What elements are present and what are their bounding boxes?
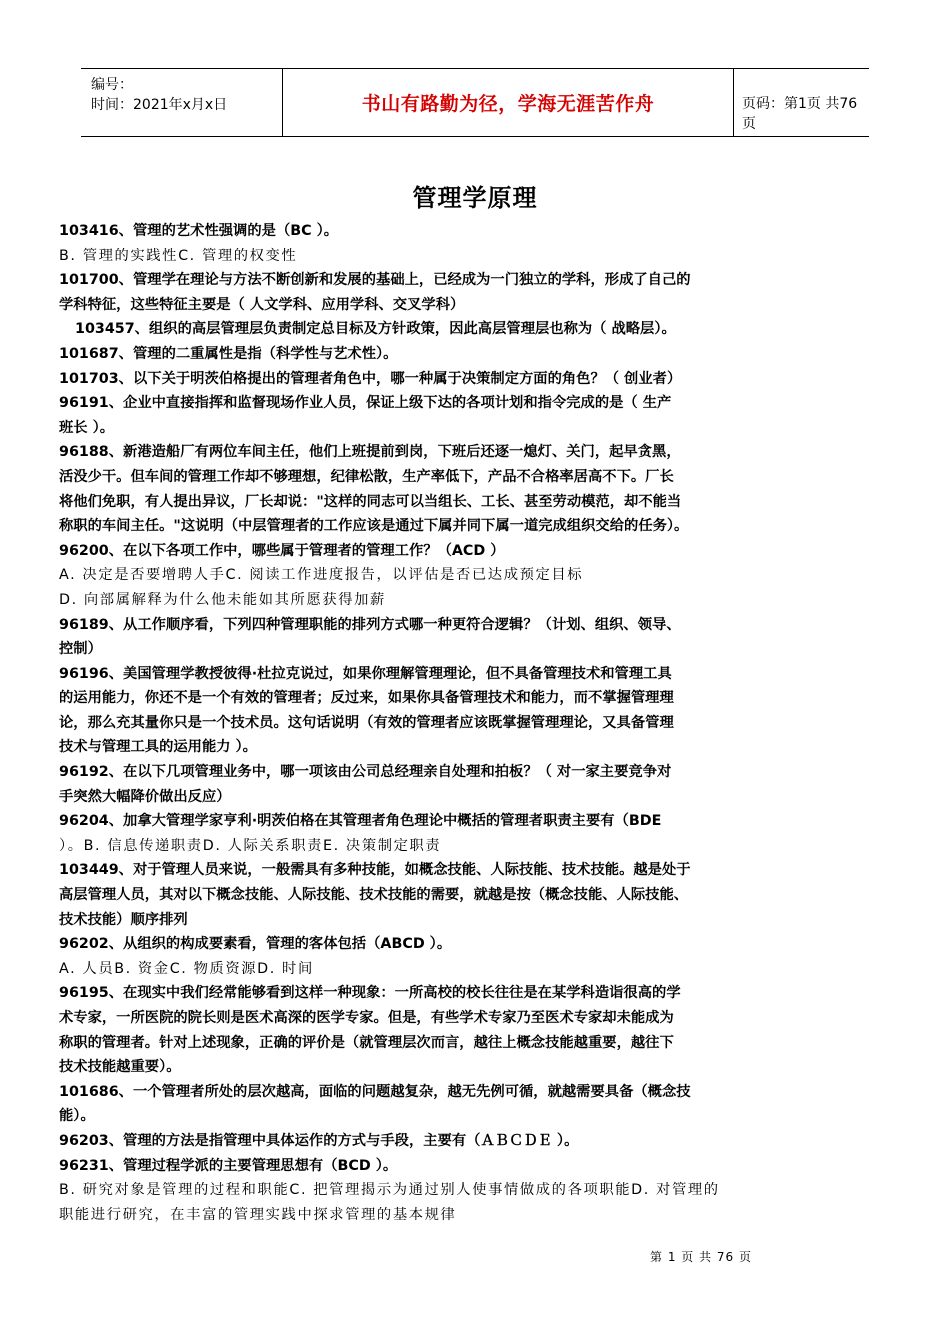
question-line: 活没少干。但车间的管理工作却不够理想，纪律松散，生产率低下，产品不合格率居高不下。厂长	[59, 468, 674, 485]
question-line: 术专家，一所医院的院长则是医术高深的医学专家。但是，有些学术专家乃至医术专家却未能成为	[59, 1010, 674, 1026]
question-line: 96204、加拿大管理学家亨利·明茨伯格在其管理者角色理论中概括的管理者职责主要有（BDE	[59, 813, 662, 830]
document-title: 管理学原理	[412, 184, 538, 212]
question-line: 96189、从工作顺序看，下列四种管理职能的排列方式哪一种更符合逻辑？（计划、组织、领导、	[59, 616, 681, 633]
page-footer: 第 1 页 共 76 页	[650, 1250, 752, 1264]
question-line: 论，那么充其量你只是一个技术员。这句话说明（有效的管理者应该既掌握管理理论，又具备管理	[59, 714, 674, 731]
question-line: 称职的管理者。针对上述现象，正确的评价是（就管理层次而言，越往上概念技能越重要，越往下	[59, 1034, 674, 1051]
answer-option-line: ）。B. 信息传递职责D. 人际关系职责E. 决策制定职责	[59, 837, 442, 854]
question-line: 101703、以下关于明茨伯格提出的管理者角色中，哪一种属于决策制定方面的角色？（ 创业者）	[59, 370, 682, 387]
question-line: 103449、对于管理人员来说，一般需具有多种技能，如概念技能、人际技能、技术技能。越是处于	[59, 862, 691, 879]
question-line: 技术技能越重要）。	[59, 1059, 181, 1076]
header-page-info: 页码：第1页 共76页	[742, 96, 858, 132]
question-line: 能）。	[59, 1108, 95, 1125]
question-line: 将他们免职，有人提出异议，厂长却说："这样的同志可以当组长、工长、甚至劳动模范，却不能当	[59, 493, 682, 510]
answer-option-line: A. 人员B. 资金C. 物质资源D. 时间	[59, 960, 314, 977]
answer-option-line: B. 管理的实践性C. 管理的权变性	[59, 247, 298, 264]
question-line: 96195、在现实中我们经常能够看到这样一种现象：一所高校的校长往往是在某学科造诣很高的学	[59, 985, 681, 1002]
question-line: 技术与管理工具的运用能力 ）。	[59, 739, 257, 756]
question-line: 103457、组织的高层管理层负责制定总目标及方针政策，因此高层管理层也称为（ 战略层）。	[75, 321, 676, 338]
question-line: 高层管理人员，其对以下概念技能、人际技能、技术技能的需要，就越是按（概念技能、人际技能、	[59, 887, 689, 904]
answer-option-line: A. 决定是否要增聘人手C. 阅读工作进度报告，以评估是否已达成预定目标	[59, 567, 584, 584]
question-line: 的运用能力，你还不是一个有效的管理者；反过来，如果你具备管理技术和能力，而不掌握管理理	[59, 690, 674, 707]
document-number-label: 编号：	[91, 77, 133, 93]
question-line: 103416、管理的艺术性强调的是（BC ）。	[59, 223, 339, 239]
question-line: 技术技能）顺序排列	[59, 911, 188, 928]
question-line: 101686、一个管理者所处的层次越高，面临的问题越复杂，越无先例可循，就越需要具备（概念技	[59, 1083, 691, 1100]
question-line: 96192、在以下几项管理业务中，哪一项该由公司总经理亲自处理和拍板？（ 对一家主要竞争对	[59, 764, 672, 781]
question-line: 96202、从组织的构成要素看，管理的客体包括（ABCD ）。	[59, 936, 452, 953]
header-meta	[91, 75, 227, 115]
question-line: 班长 ）。	[59, 419, 115, 436]
document-time-label: 时间：2021年x月x日	[91, 97, 228, 113]
answer-option-line: D. 向部属解释为什么他未能如其所愿获得加薪	[59, 591, 386, 608]
question-line: 96203、管理的方法是指管理中具体运作的方式与手段，主要有（ＡＢＣＤＥ ）。	[59, 1132, 579, 1149]
question-line: 96191、企业中直接指挥和监督现场作业人员，保证上级下达的各项计划和指令完成的是（ 生产	[59, 395, 672, 412]
header-motto: 书山有路勤为径，学海无涯苦作舟	[282, 69, 734, 136]
question-line: 控制）	[59, 641, 102, 658]
question-line: 96196、美国管理学教授彼得·杜拉克说过，如果你理解管理理论，但不具备管理技术和管理工具	[59, 665, 672, 682]
document-body	[59, 219, 897, 1227]
question-line: 学科特征，这些特征主要是（ 人文学科、应用学科、交叉学科）	[59, 296, 465, 313]
question-line: 96188、新港造船厂有两位车间主任，他们上班提前到岗，下班后还逐一熄灯、关门，起早贪黑，	[59, 444, 681, 461]
question-line: 称职的车间主任。"这说明（中层管理者的工作应该是通过下属并同下属一道完成组织交给的任务）。	[59, 518, 689, 535]
page-header	[81, 68, 869, 137]
answer-option-line: 职能进行研究，在丰富的管理实践中探求管理的基本规律	[59, 1206, 457, 1223]
question-line: 96200、在以下各项工作中，哪些属于管理者的管理工作？（ACD ）	[59, 542, 505, 559]
question-line: 101700、管理学在理论与方法不断创新和发展的基础上，已经成为一门独立的学科，形成了自己的	[59, 272, 691, 289]
answer-option-line: B. 研究对象是管理的过程和职能C. 把管理揭示为通过别人使事情做成的各项职能D. 对管理的	[59, 1182, 720, 1199]
question-line: 96231、管理过程学派的主要管理思想有（BCD ）。	[59, 1157, 398, 1174]
question-line: 101687、管理的二重属性是指（科学性与艺术性）。	[59, 345, 398, 362]
question-line: 手突然大幅降价做出反应）	[59, 788, 231, 805]
